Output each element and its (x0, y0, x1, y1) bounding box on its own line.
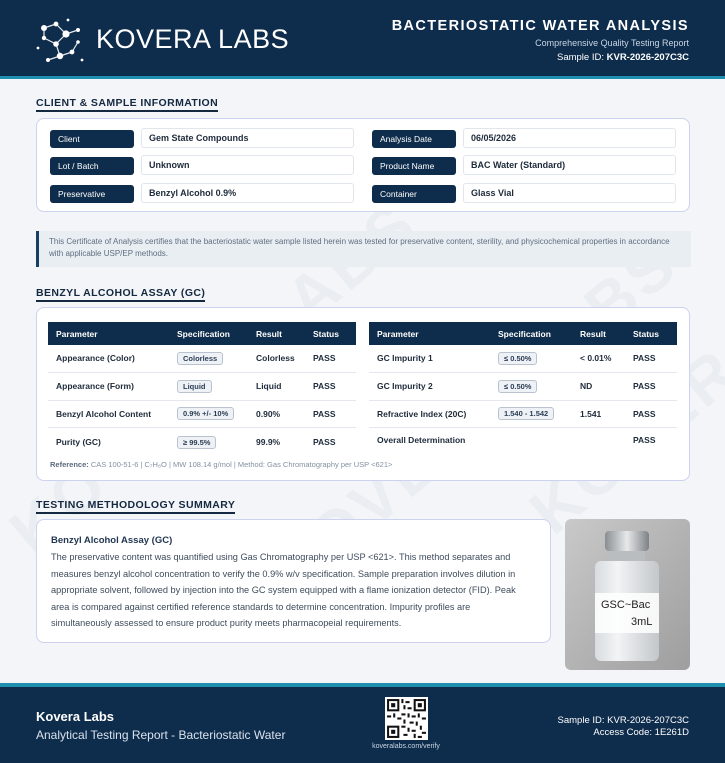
table-row (48, 372, 356, 400)
reference-label: Reference: (50, 460, 89, 469)
spec-cell (169, 345, 248, 372)
vial-label-line-1: GSC~Bac (601, 599, 651, 611)
table-row (369, 372, 677, 400)
spec-cell (490, 372, 572, 400)
footer-company: Kovera Labs (36, 709, 115, 724)
parameter-cell: Purity (GC) (56, 437, 101, 448)
reference-line (50, 460, 392, 469)
assay-table-left (48, 322, 356, 457)
result-cell: 1.541 (572, 400, 625, 427)
parameter-cell: Appearance (Form) (48, 372, 169, 400)
parameter-cell: Appearance (Color) (48, 345, 169, 372)
vial-label-line-2: 3mL (631, 616, 653, 628)
col-specification: Specification (169, 322, 248, 345)
footer-access-code: Access Code: 1E261D (593, 727, 689, 738)
overall-status-cell: PASS (633, 434, 656, 445)
sample-id-prefix: Sample ID: (556, 52, 604, 63)
parameter-cell: GC Impurity 1 (369, 345, 490, 372)
qr-code-icon[interactable] (385, 697, 428, 740)
col-parameter: Parameter (369, 322, 490, 345)
client-info-card (36, 118, 690, 212)
methodology-body: The preservative content was quantified using Gas Chromatography per USP <621>. This method separates and measures benzyl alcohol concentration to verify the 0.9% w/v specification. Sample preparation involves dilution in appropriate solvent, followed by injection into the GC system equipped with a flame ionization detector (FID). Peak area is compared against certified reference standards to determine concentration. Impurity profiles are simultaneously assessed to ensure product purity meets pharmacopeial requirements. (51, 552, 516, 628)
brand-name: KOVERA LABS (96, 24, 290, 54)
spec-chip: 1.540 - 1.542 (498, 407, 554, 420)
col-status: Status (625, 322, 677, 345)
analysis-date-label: Analysis Date (372, 130, 456, 148)
spec-cell (169, 372, 248, 400)
parameter-cell: Benzyl Alcohol Content (48, 400, 169, 427)
header-accent-rule (0, 76, 725, 79)
product-name-value: BAC Water (Standard) (463, 155, 676, 175)
parameter-cell: GC Impurity 2 (369, 372, 490, 400)
verify-link[interactable]: koveralabs.com/verify (372, 743, 440, 750)
status-cell: PASS (625, 372, 677, 400)
result-cell: ND (572, 372, 625, 400)
col-result: Result (572, 322, 625, 345)
methodology-subtitle: Benzyl Alcohol Assay (GC) (51, 535, 173, 546)
preservative-value: Benzyl Alcohol 0.9% (141, 183, 354, 203)
reference-text: CAS 100-51-6 | C₇H₈O | MW 108.14 g/mol | Method: Gas Chromatography per USP <621> (90, 460, 393, 469)
status-cell: PASS (313, 437, 336, 448)
parameter-cell: Refractive Index (20C) (369, 400, 490, 427)
certification-note: This Certificate of Analysis certifies that the bacteriostatic water sample listed herein was tested for preservative content, sterility, and physicochemical properties in accordance with applicable USP/EP methods. (36, 231, 691, 267)
client-value: Gem State Compounds (141, 128, 354, 148)
spec-cell (490, 427, 572, 452)
molecule-logo-icon (34, 14, 88, 68)
footer-description: Analytical Testing Report - Bacteriostatic Water (36, 728, 286, 742)
analysis-date-value: 06/05/2026 (463, 128, 676, 148)
footer-sample-id: Sample ID: KVR-2026-207C3C (557, 715, 689, 726)
vial-photo (565, 519, 690, 670)
container-value: Glass Vial (463, 183, 676, 203)
result-cell: 99.9% (256, 437, 281, 448)
assay-table-right (369, 322, 677, 452)
spec-chip: 0.9% +/- 10% (177, 407, 234, 420)
spec-chip: Liquid (177, 380, 212, 393)
spec-cell (169, 427, 248, 457)
report-subtitle: Comprehensive Quality Testing Report (535, 38, 689, 48)
parameter-cell: Overall Determination (377, 434, 466, 445)
spec-chip: ≤ 0.50% (498, 352, 537, 365)
assay-section-title: BENZYL ALCOHOL ASSAY (GC) (36, 287, 206, 299)
spec-chip: ≤ 0.50% (498, 380, 537, 393)
table-row (369, 400, 677, 427)
table-row (48, 345, 356, 372)
result-cell: Liquid (248, 372, 305, 400)
spec-cell (169, 400, 248, 427)
lot-batch-label: Lot / Batch (50, 157, 134, 175)
preservative-label: Preservative (50, 185, 134, 203)
col-parameter: Parameter (48, 322, 169, 345)
methodology-section-title: TESTING METHODOLOGY SUMMARY (36, 499, 236, 511)
result-cell: Colorless (248, 345, 305, 372)
report-title: BACTERIOSTATIC WATER ANALYSIS (391, 18, 689, 34)
sample-id-value: KVR-2026-207C3C (606, 52, 689, 63)
client-label: Client (50, 130, 134, 148)
col-status: Status (305, 322, 356, 345)
result-cell (572, 427, 625, 452)
report-footer (0, 687, 725, 763)
result-cell: < 0.01% (572, 345, 625, 372)
spec-cell (490, 345, 572, 372)
status-cell: PASS (305, 400, 356, 427)
table-row (369, 427, 677, 452)
status-cell: PASS (305, 372, 356, 400)
status-cell: PASS (625, 345, 677, 372)
table-row (48, 400, 356, 427)
col-specification: Specification (490, 322, 572, 345)
spec-cell (490, 400, 572, 427)
container-label: Container (372, 185, 456, 203)
product-name-label: Product Name (372, 157, 456, 175)
spec-chip: Colorless (177, 352, 223, 365)
report-header (0, 0, 725, 76)
status-cell: PASS (625, 400, 677, 427)
client-section-title: CLIENT & SAMPLE INFORMATION (36, 97, 219, 109)
result-cell: 0.90% (248, 400, 305, 427)
table-row (48, 427, 356, 457)
status-cell: PASS (305, 345, 356, 372)
header-sample-id (557, 52, 689, 63)
table-header-row (48, 322, 356, 345)
spec-chip: ≥ 99.5% (177, 436, 216, 449)
col-result: Result (248, 322, 305, 345)
lot-batch-value: Unknown (141, 155, 354, 175)
table-header-row (369, 322, 677, 345)
table-row (369, 345, 677, 372)
